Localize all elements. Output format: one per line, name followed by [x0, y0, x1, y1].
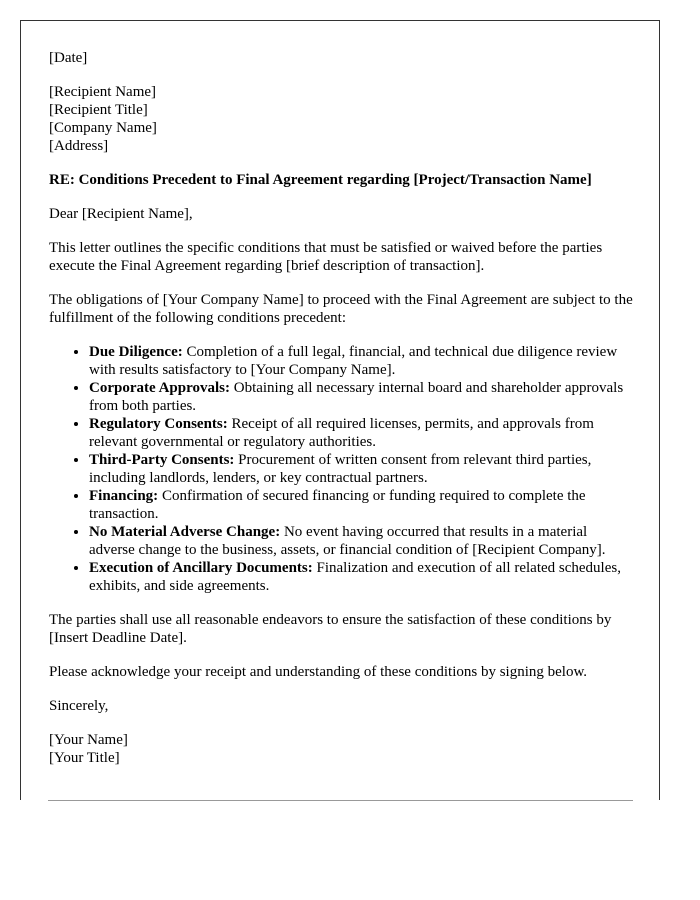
recipient-title: [Recipient Title] [49, 102, 148, 118]
letter-body [49, 49, 635, 783]
list-item [89, 379, 635, 415]
condition-title: Corporate Approvals: [89, 380, 230, 396]
condition-text: No event having occurred that results in a material adverse change to the business, assets, or financial condition of [Recipient Company]. [89, 524, 606, 558]
date: [Date] [49, 50, 88, 66]
endeavors-paragraph: The parties shall use all reasonable endeavors to ensure the satisfaction of these conditions by [Insert Deadline Date]. [49, 612, 612, 646]
letter-page [20, 20, 660, 800]
condition-title: Third-Party Consents: [89, 452, 235, 468]
recipient-address: [Address] [49, 138, 109, 154]
acknowledge-paragraph: Please acknowledge your receipt and understanding of these conditions by signing below. [49, 664, 588, 680]
list-item [89, 487, 635, 523]
condition-title: Execution of Ancillary Documents: [89, 560, 313, 576]
conditions-list [49, 343, 635, 595]
condition-text: Finalization and execution of all related schedules, exhibits, and side agreements. [89, 560, 621, 594]
closing: Sincerely, [49, 698, 109, 714]
condition-title: Due Diligence: [89, 344, 183, 360]
sender-name: [Your Name] [49, 732, 128, 748]
list-item [89, 559, 635, 595]
list-item [89, 451, 635, 487]
condition-title: Financing: [89, 488, 159, 504]
condition-title: No Material Adverse Change: [89, 524, 281, 540]
sender-title: [Your Title] [49, 750, 120, 766]
footer-divider [48, 800, 633, 801]
list-item [89, 523, 635, 559]
subject-line: RE: Conditions Precedent to Final Agreement regarding [Project/Transaction Name] [49, 172, 592, 188]
condition-text: Confirmation of secured financing or funding required to complete the transaction. [89, 488, 586, 522]
obligations-paragraph: The obligations of [Your Company Name] to proceed with the Final Agreement are subject to the fulfillment of the following conditions precedent: [49, 292, 633, 326]
condition-text: Receipt of all required licenses, permits, and approvals from relevant governmental or regulatory authorities. [89, 416, 594, 450]
recipient-name: [Recipient Name] [49, 84, 157, 100]
date-line [49, 49, 635, 67]
list-item [89, 415, 635, 451]
recipient-block [49, 83, 635, 155]
recipient-company: [Company Name] [49, 120, 157, 136]
salutation: Dear [Recipient Name], [49, 206, 193, 222]
condition-text: Obtaining all necessary internal board and shareholder approvals from both parties. [89, 380, 624, 414]
condition-text: Procurement of written consent from relevant third parties, including landlords, lenders, or key contractual partners. [89, 452, 592, 486]
signature-block [49, 731, 635, 767]
condition-text: Completion of a full legal, financial, and technical due diligence review with results satisfactory to [Your Company Name]. [89, 344, 618, 378]
intro-paragraph: This letter outlines the specific conditions that must be satisfied or waived before the parties execute the Final Agreement regarding [brief description of transaction]. [49, 240, 603, 274]
list-item [89, 343, 635, 379]
condition-title: Regulatory Consents: [89, 416, 228, 432]
